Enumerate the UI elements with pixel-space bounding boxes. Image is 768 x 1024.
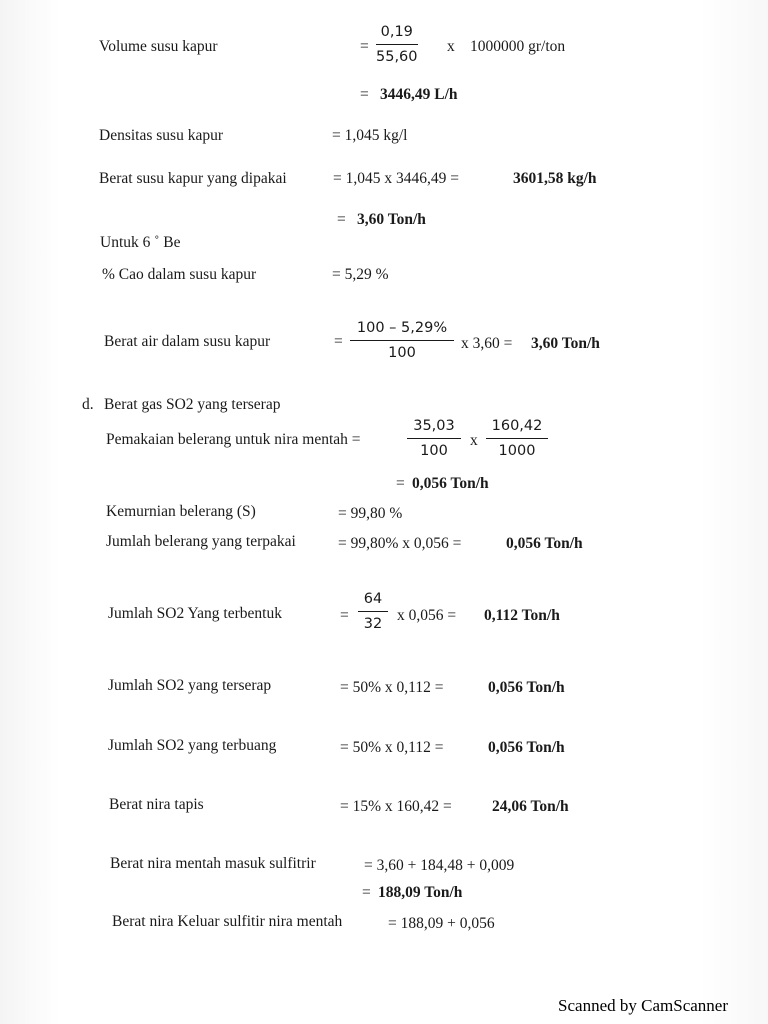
so2-terbuang-result: 0,056 Ton/h <box>488 739 565 756</box>
nira-keluar-label: Berat nira Keluar sulfitir nira mentah <box>112 913 343 930</box>
so2-terbentuk-numerator: 64 <box>358 591 388 612</box>
air-expr: x 3,60 = <box>461 335 513 352</box>
nira-masuk-expr: = 3,60 + 184,48 + 0,009 <box>364 857 515 874</box>
jumlah-belerang-result: 0,056 Ton/h <box>506 535 583 552</box>
vol-multiplier: 1000000 gr/ton <box>470 38 566 55</box>
vol-label: Volume susu kapur <box>99 38 218 55</box>
nira-keluar-expr: = 188,09 + 0,056 <box>388 915 495 932</box>
pemakaian-numerator-1: 35,03 <box>407 418 461 439</box>
pemakaian-eq2: = <box>396 475 405 492</box>
so2-terbentuk-fraction <box>358 591 388 632</box>
vol-denominator: 55,60 <box>376 49 418 65</box>
cao-value: = 5,29 % <box>332 266 389 283</box>
vol-times: x <box>447 38 455 55</box>
air-eq: = <box>334 333 343 350</box>
vol-eq2: = <box>360 86 369 103</box>
section-d-title: Berat gas SO2 yang terserap <box>104 396 281 413</box>
berat-kapur-eq2: = <box>337 211 346 228</box>
air-numerator: 100 – 5,29% <box>350 320 454 341</box>
vol-eq: = <box>360 38 369 55</box>
pemakaian-times: x <box>470 432 478 449</box>
kemurnian-value: = 99,80 % <box>338 505 403 522</box>
scanner-watermark: Scanned by CamScanner <box>558 996 728 1015</box>
jumlah-belerang-label: Jumlah belerang yang terpakai <box>106 533 296 550</box>
kemurnian-label: Kemurnian belerang (S) <box>106 503 256 520</box>
berat-kapur-result2: 3,60 Ton/h <box>357 211 426 228</box>
pemakaian-numerator-2: 160,42 <box>486 418 548 439</box>
nira-masuk-eq2: = <box>362 884 371 901</box>
vol-numerator: 0,19 <box>376 24 418 45</box>
air-denominator: 100 <box>388 345 416 361</box>
untuk-be: Untuk 6 ˚ Be <box>100 234 181 251</box>
vol-result: 3446,49 L/h <box>380 86 458 103</box>
so2-terbuang-expr: = 50% x 0,112 = <box>340 739 444 756</box>
berat-kapur-result: 3601,58 kg/h <box>513 170 597 187</box>
so2-terserap-result: 0,056 Ton/h <box>488 679 565 696</box>
so2-terbentuk-expr: x 0,056 = <box>397 607 457 624</box>
air-result: 3,60 Ton/h <box>531 335 600 352</box>
section-d-marker: d. <box>82 396 94 413</box>
jumlah-belerang-expr: = 99,80% x 0,056 = <box>338 535 462 552</box>
pemakaian-denominator-2: 1000 <box>498 443 536 459</box>
so2-terbentuk-denominator: 32 <box>363 616 383 632</box>
air-fraction <box>350 320 454 361</box>
so2-terbentuk-eq: = <box>340 607 349 624</box>
so2-terserap-expr: = 50% x 0,112 = <box>340 679 444 696</box>
dens-label: Densitas susu kapur <box>99 127 223 144</box>
so2-terbentuk-result: 0,112 Ton/h <box>484 607 560 624</box>
nira-tapis-label: Berat nira tapis <box>109 796 204 813</box>
nira-masuk-label: Berat nira mentah masuk sulfitrir <box>110 855 316 872</box>
nira-tapis-expr: = 15% x 160,42 = <box>340 798 452 815</box>
dens-value: = 1,045 kg/l <box>332 127 408 144</box>
pemakaian-label: Pemakaian belerang untuk nira mentah = <box>106 431 361 448</box>
berat-kapur-label: Berat susu kapur yang dipakai <box>99 170 287 187</box>
pemakaian-fraction-2 <box>486 418 548 459</box>
berat-kapur-expr: = 1,045 x 3446,49 = <box>333 170 459 187</box>
pemakaian-result: 0,056 Ton/h <box>412 475 489 492</box>
pemakaian-denominator-1: 100 <box>420 443 448 459</box>
so2-terbentuk-label: Jumlah SO2 Yang terbentuk <box>108 605 282 622</box>
nira-masuk-result: 188,09 Ton/h <box>378 884 463 901</box>
nira-tapis-result: 24,06 Ton/h <box>492 798 569 815</box>
pemakaian-fraction-1 <box>407 418 461 459</box>
cao-label: % Cao dalam susu kapur <box>102 266 257 283</box>
vol-fraction <box>376 24 418 65</box>
so2-terserap-label: Jumlah SO2 yang terserap <box>108 677 272 694</box>
air-label: Berat air dalam susu kapur <box>104 333 271 350</box>
so2-terbuang-label: Jumlah SO2 yang terbuang <box>108 737 277 754</box>
